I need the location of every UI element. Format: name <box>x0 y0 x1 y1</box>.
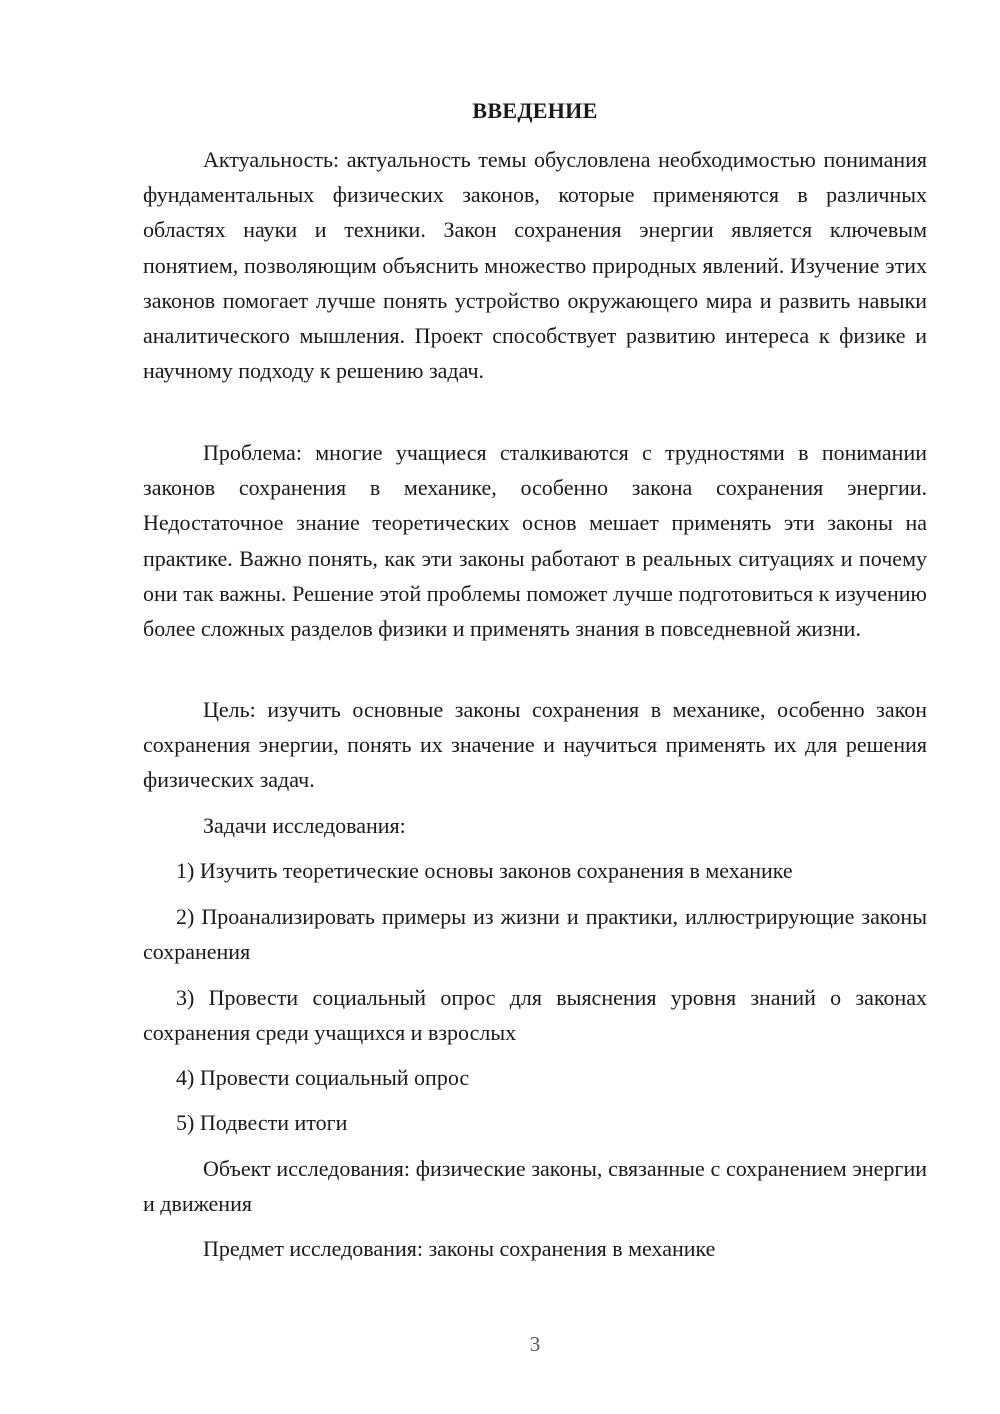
task-item-2: 2) Проанализировать примеры из жизни и практики, иллюстрирующие законы сохранения <box>143 904 927 965</box>
task-item-5: 5) Подвести итоги <box>176 1110 348 1135</box>
section-heading: ВВЕДЕНИЕ <box>472 98 598 123</box>
tasks-title: Задачи исследования: <box>203 813 406 838</box>
paragraph-subject: Предмет исследования: законы сохранения в механике <box>203 1236 716 1261</box>
paragraph-relevance: Актуальность: актуальность темы обусловлена необходимостью понимания фундаментальных физических законов, которые применяются в различных областях науки и техники. Закон сохранения энергии является ключевым понятием, позволяющим объяснить множество природных явлений. Изучение этих законов помогает лучше понять устройство окружающего мира и развить навыки аналитического мышления. Проект способствует развитию интереса к физике и научному подходу к решению задач. <box>143 147 927 384</box>
paragraph-goal: Цель: изучить основные законы сохранения в механике, особенно закон сохранения энергии, понять их значение и научиться применять их для решения физических задач. <box>143 697 927 793</box>
task-item-3: 3) Провести социальный опрос для выяснения уровня знаний о законах сохранения среди учащихся и взрослых <box>143 985 927 1046</box>
paragraph-object: Объект исследования: физические законы, связанные с сохранением энергии и движения <box>143 1156 927 1217</box>
task-item-4: 4) Провести социальный опрос <box>176 1065 470 1090</box>
task-item-1: 1) Изучить теоретические основы законов сохранения в механике <box>176 858 793 883</box>
paragraph-problem: Проблема: многие учащиеся сталкиваются с трудностями в понимании законов сохранения в механике, особенно закона сохранения энергии. Недостаточное знание теоретических основ мешает применять эти законы на практике. Важно понять, как эти законы работают в реальных ситуациях и почему они так важны. Решение этой проблемы поможет лучше подготовиться к изучению более сложных разделов физики и применять знания в повседневной жизни. <box>143 440 927 642</box>
page-number: 3 <box>529 1332 541 1356</box>
